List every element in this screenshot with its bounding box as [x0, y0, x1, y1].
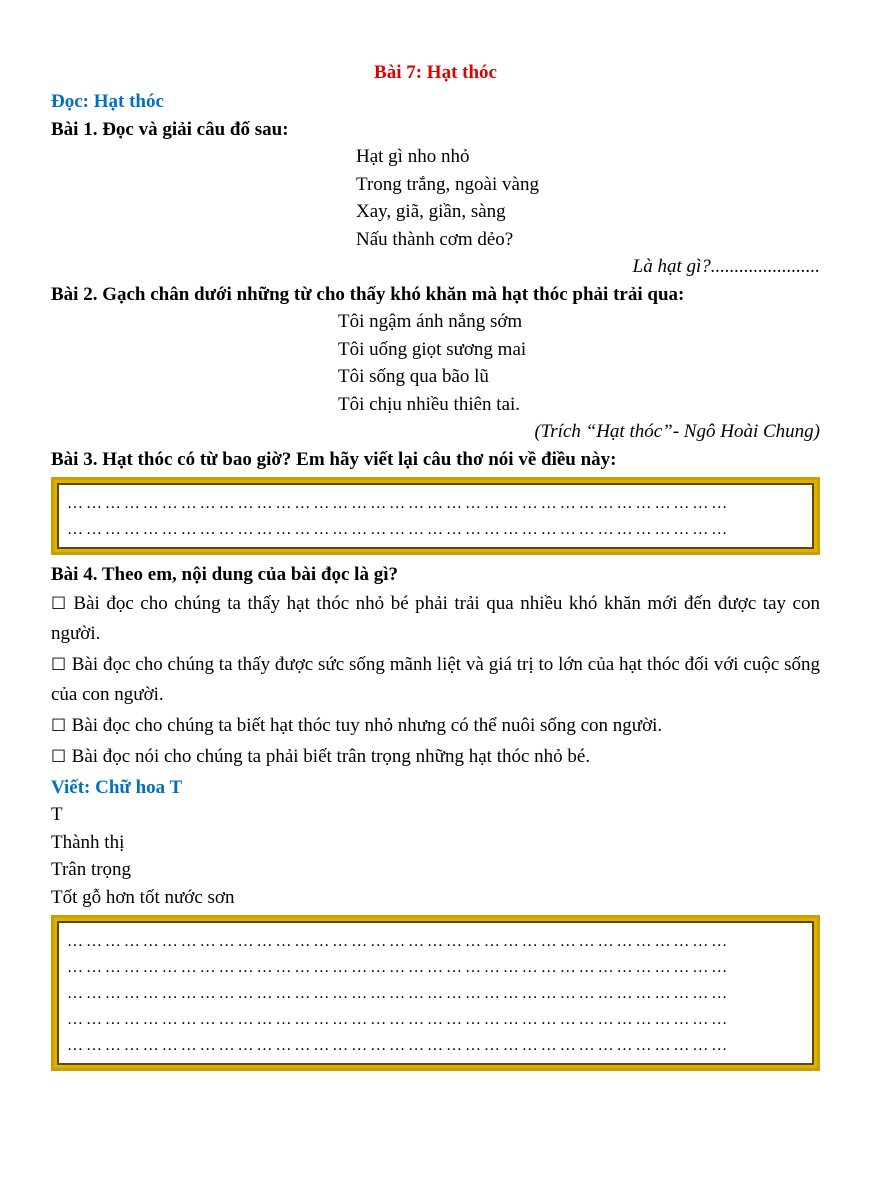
- writing-heading: Viết: Chữ hoa T: [51, 776, 183, 798]
- checkbox[interactable]: ☐: [51, 593, 74, 614]
- poem-line[interactable]: Tôi chịu nhiều thiên tai.: [338, 393, 521, 415]
- writing-item: T: [51, 804, 63, 825]
- writing-item: Thành thị: [51, 831, 125, 853]
- checkbox[interactable]: ☐: [51, 747, 72, 767]
- option-text: Bài đọc cho chúng ta thấy được sức sống mãnh liệt và giá trị to lớn của hạt thóc đối với cuộc sống của con người.: [51, 653, 820, 705]
- option-text: Bài đọc cho chúng ta biết hạt thóc tuy nhỏ nhưng có thể nuôi sống con người.: [71, 714, 663, 736]
- answer-line[interactable]: ……………………………………………………………………………………………: [67, 521, 731, 538]
- writing-answer-frame: [51, 915, 820, 1071]
- exercise-1-heading: Bài 1. Đọc và giải câu đố sau:: [51, 118, 289, 140]
- answer-line[interactable]: ……………………………………………………………………………………………: [67, 985, 731, 1002]
- riddle-question[interactable]: Là hạt gì?.......................: [632, 256, 820, 277]
- riddle-poem: [51, 143, 820, 253]
- option-item: [51, 589, 820, 649]
- riddle-line: Hạt gì nho nhỏ: [356, 146, 470, 167]
- option-text: Bài đọc cho chúng ta thấy hạt thóc nhỏ bé phải trải qua nhiều khó khăn mới đến được tay con người.: [51, 592, 820, 644]
- answer-line[interactable]: ……………………………………………………………………………………………: [67, 1037, 731, 1054]
- exercise-3-heading: Bài 3. Hạt thóc có từ bao giờ? Em hãy viết lại câu thơ nói về điều này:: [51, 448, 617, 470]
- answer-line[interactable]: ……………………………………………………………………………………………: [67, 933, 731, 950]
- option-text: Bài đọc nói cho chúng ta phải biết trân trọng những hạt thóc nhỏ bé.: [71, 746, 591, 767]
- reading-heading: Đọc: Hạt thóc: [51, 91, 164, 112]
- option-item: [51, 711, 820, 742]
- writing-item: Tốt gỗ hơn tốt nước sơn: [51, 886, 235, 908]
- poem-line[interactable]: Tôi sống qua bão lũ: [338, 366, 489, 387]
- riddle-line: Trong trắng, ngoài vàng: [356, 173, 539, 195]
- poem-line[interactable]: Tôi uống giọt sương mai: [338, 338, 527, 360]
- checkbox[interactable]: ☐: [51, 715, 72, 736]
- exercise-3-answer-frame: [51, 477, 820, 555]
- exercise-4-heading: Bài 4. Theo em, nội dung của bài đọc là gì?: [51, 564, 398, 585]
- answer-line[interactable]: ……………………………………………………………………………………………: [67, 495, 731, 512]
- writing-item: Trân trọng: [51, 859, 132, 880]
- checkbox[interactable]: ☐: [51, 654, 72, 675]
- page-title: Bài 7: Hạt thóc: [374, 62, 497, 83]
- riddle-line: Nấu thành cơm dẻo?: [356, 228, 514, 250]
- poem-line[interactable]: Tôi ngậm ánh nắng sớm: [338, 311, 523, 332]
- option-item: [51, 650, 820, 710]
- riddle-line: Xay, giã, giần, sàng: [356, 201, 506, 222]
- exercise-2-heading: Bài 2. Gạch chân dưới những từ cho thấy khó khăn mà hạt thóc phải trải qua:: [51, 283, 685, 305]
- worksheet-page: [51, 58, 820, 1077]
- answer-line[interactable]: ……………………………………………………………………………………………: [67, 959, 731, 976]
- exercise-3-answer-area[interactable]: [57, 483, 814, 549]
- exercise-2-poem: [51, 308, 820, 418]
- poem-source: (Trích “Hạt thóc”- Ngô Hoài Chung): [534, 421, 820, 442]
- answer-line[interactable]: ……………………………………………………………………………………………: [67, 1011, 731, 1028]
- option-item: [51, 742, 820, 773]
- writing-answer-area[interactable]: [57, 921, 814, 1065]
